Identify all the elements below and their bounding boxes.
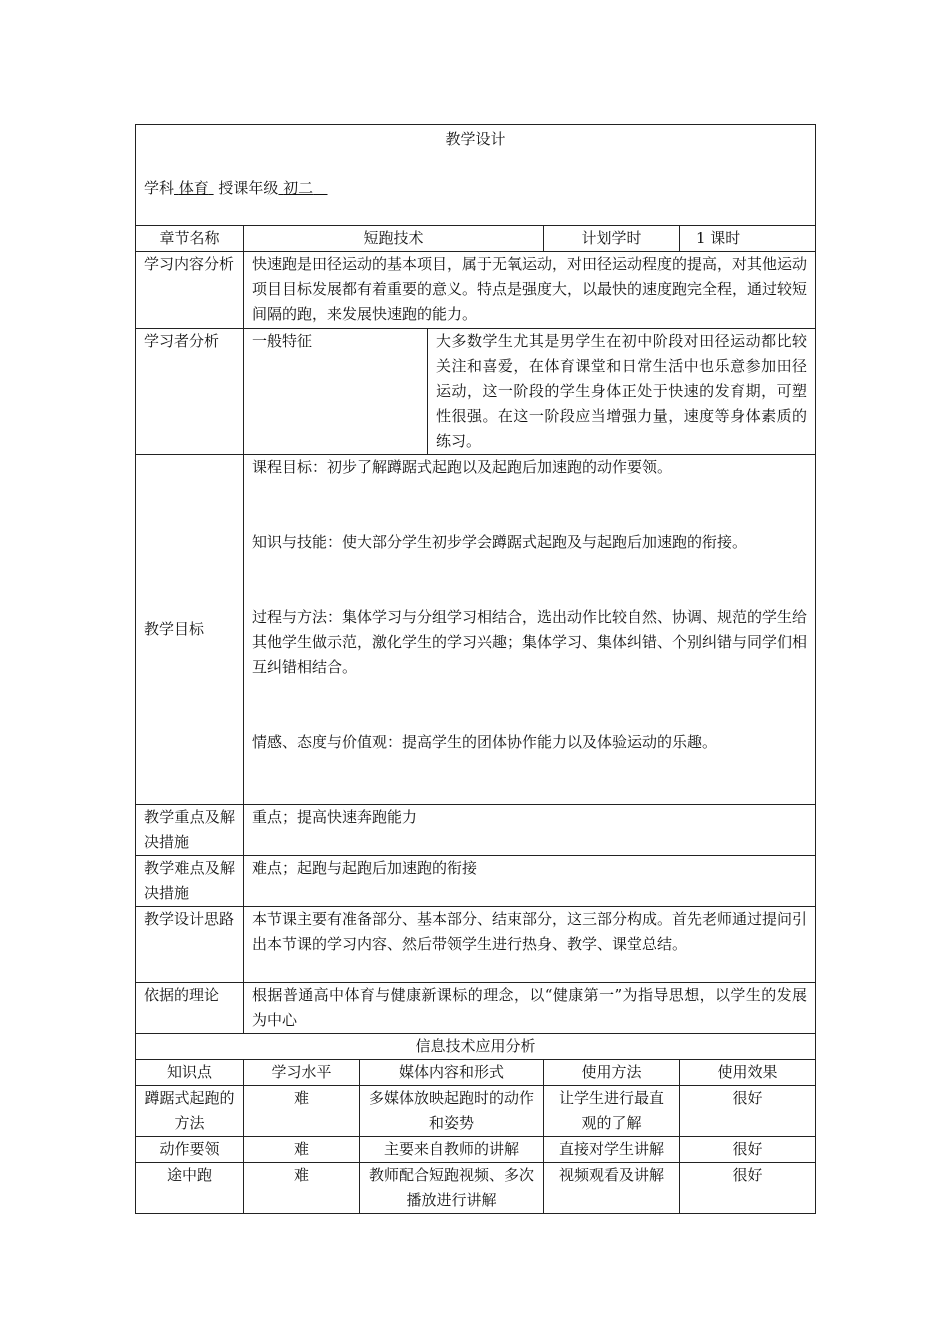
emotion-goal: 情感、态度与价值观：提高学生的团体协作能力以及体验运动的乐趣。 — [252, 733, 718, 751]
it-header-row — [136, 1060, 816, 1086]
it-cell-media: 主要来自教师的讲解 — [360, 1137, 544, 1163]
key-points-text: 重点；提高快速奔跑能力 — [244, 805, 816, 856]
table-row — [136, 1086, 816, 1137]
it-header-method: 使用方法 — [544, 1060, 680, 1086]
theory-label: 依据的理论 — [136, 983, 244, 1034]
learner-analysis-text: 大多数学生尤其是男学生在初中阶段对田径运动都比较关注和喜爱，在体育课堂和日常生活中也乐意参加田径运动，这一阶段的学生身体正处于快速的发育期，可塑性很强。在这一阶段应当增强力量，速度等身体素质的练习。 — [428, 329, 816, 455]
header-cell — [136, 125, 816, 226]
difficulties-label: 教学难点及解决措施 — [136, 856, 244, 907]
teaching-goals-cell — [244, 455, 816, 805]
knowledge-goal: 知识与技能：使大部分学生初步学会蹲踞式起跑及与起跑后加速跑的衔接。 — [252, 533, 748, 551]
it-cell-learning-level: 难 — [244, 1137, 360, 1163]
it-header-knowledge-point: 知识点 — [136, 1060, 244, 1086]
grade-value: 初二 — [283, 179, 314, 197]
key-points-label: 教学重点及解决措施 — [136, 805, 244, 856]
it-cell-effect: 很好 — [680, 1086, 816, 1137]
it-header-effect: 使用效果 — [680, 1060, 816, 1086]
it-cell-media: 多媒体放映起跑时的动作和姿势 — [360, 1086, 544, 1137]
content-analysis-text: 快速跑是田径运动的基本项目，属于无氧运动，对田径运动程度的提高，对其他运动项目目标发展都有着重要的意义。特点是强度大，以最快的速度跑完全程，通过较短间隔的跑，来发展快速跑的能力。 — [244, 252, 816, 329]
it-cell-knowledge-point: 途中跑 — [136, 1163, 244, 1214]
subject-grade-line — [144, 176, 807, 201]
it-cell-effect: 很好 — [680, 1137, 816, 1163]
chapter-name-label: 章节名称 — [136, 226, 244, 252]
it-cell-knowledge-point: 动作要领 — [136, 1137, 244, 1163]
it-cell-effect: 很好 — [680, 1163, 816, 1214]
it-cell-learning-level: 难 — [244, 1086, 360, 1137]
process-goal: 过程与方法：集体学习与分组学习相结合，选出动作比较自然、协调、规范的学生给其他学生做示范，激化学生的学习兴趣；集体学习、集体纠错、个别纠错与同学们相互纠错相结合。 — [252, 608, 808, 676]
content-analysis-label: 学习内容分析 — [136, 252, 244, 329]
chapter-name-value: 短跑技术 — [244, 226, 544, 252]
table-row — [136, 1163, 816, 1214]
subject-label: 学科 — [144, 179, 175, 197]
lesson-design-table — [135, 124, 816, 1214]
planned-hours-label: 计划学时 — [544, 226, 680, 252]
it-cell-learning-level: 难 — [244, 1163, 360, 1214]
it-header-learning-level: 学习水平 — [244, 1060, 360, 1086]
design-idea-label: 教学设计思路 — [136, 907, 244, 983]
course-goal: 课程目标：初步了解蹲踞式起跑以及起跑后加速跑的动作要领。 — [252, 458, 673, 476]
subject-value: 体育 — [178, 179, 209, 197]
it-cell-method: 让学生进行最直观的了解 — [544, 1086, 680, 1137]
learner-analysis-label: 学习者分析 — [136, 329, 244, 455]
it-cell-method: 直接对学生讲解 — [544, 1137, 680, 1163]
it-header-media: 媒体内容和形式 — [360, 1060, 544, 1086]
page-title: 教学设计 — [445, 130, 506, 148]
planned-hours-value: 1 课时 — [680, 226, 816, 252]
design-idea-text: 本节课主要有准备部分、基本部分、结束部分，这三部分构成。首先老师通过提问引出本节课的学习内容、然后带领学生进行热身、教学、课堂总结。 — [244, 907, 816, 983]
it-cell-knowledge-point: 蹲踞式起跑的方法 — [136, 1086, 244, 1137]
teaching-goals-label: 教学目标 — [136, 455, 244, 805]
table-row — [136, 1137, 816, 1163]
it-cell-method: 视频观看及讲解 — [544, 1163, 680, 1214]
general-features-label: 一般特征 — [244, 329, 428, 455]
difficulties-text: 难点；起跑与起跑后加速跑的衔接 — [244, 856, 816, 907]
it-analysis-title: 信息技术应用分析 — [136, 1034, 816, 1060]
it-cell-media: 教师配合短跑视频、多次播放进行讲解 — [360, 1163, 544, 1214]
grade-label: 授课年级 — [218, 179, 279, 197]
theory-text: 根据普通高中体育与健康新课标的理念，以“健康第一”为指导思想，以学生的发展为中心 — [244, 983, 816, 1034]
